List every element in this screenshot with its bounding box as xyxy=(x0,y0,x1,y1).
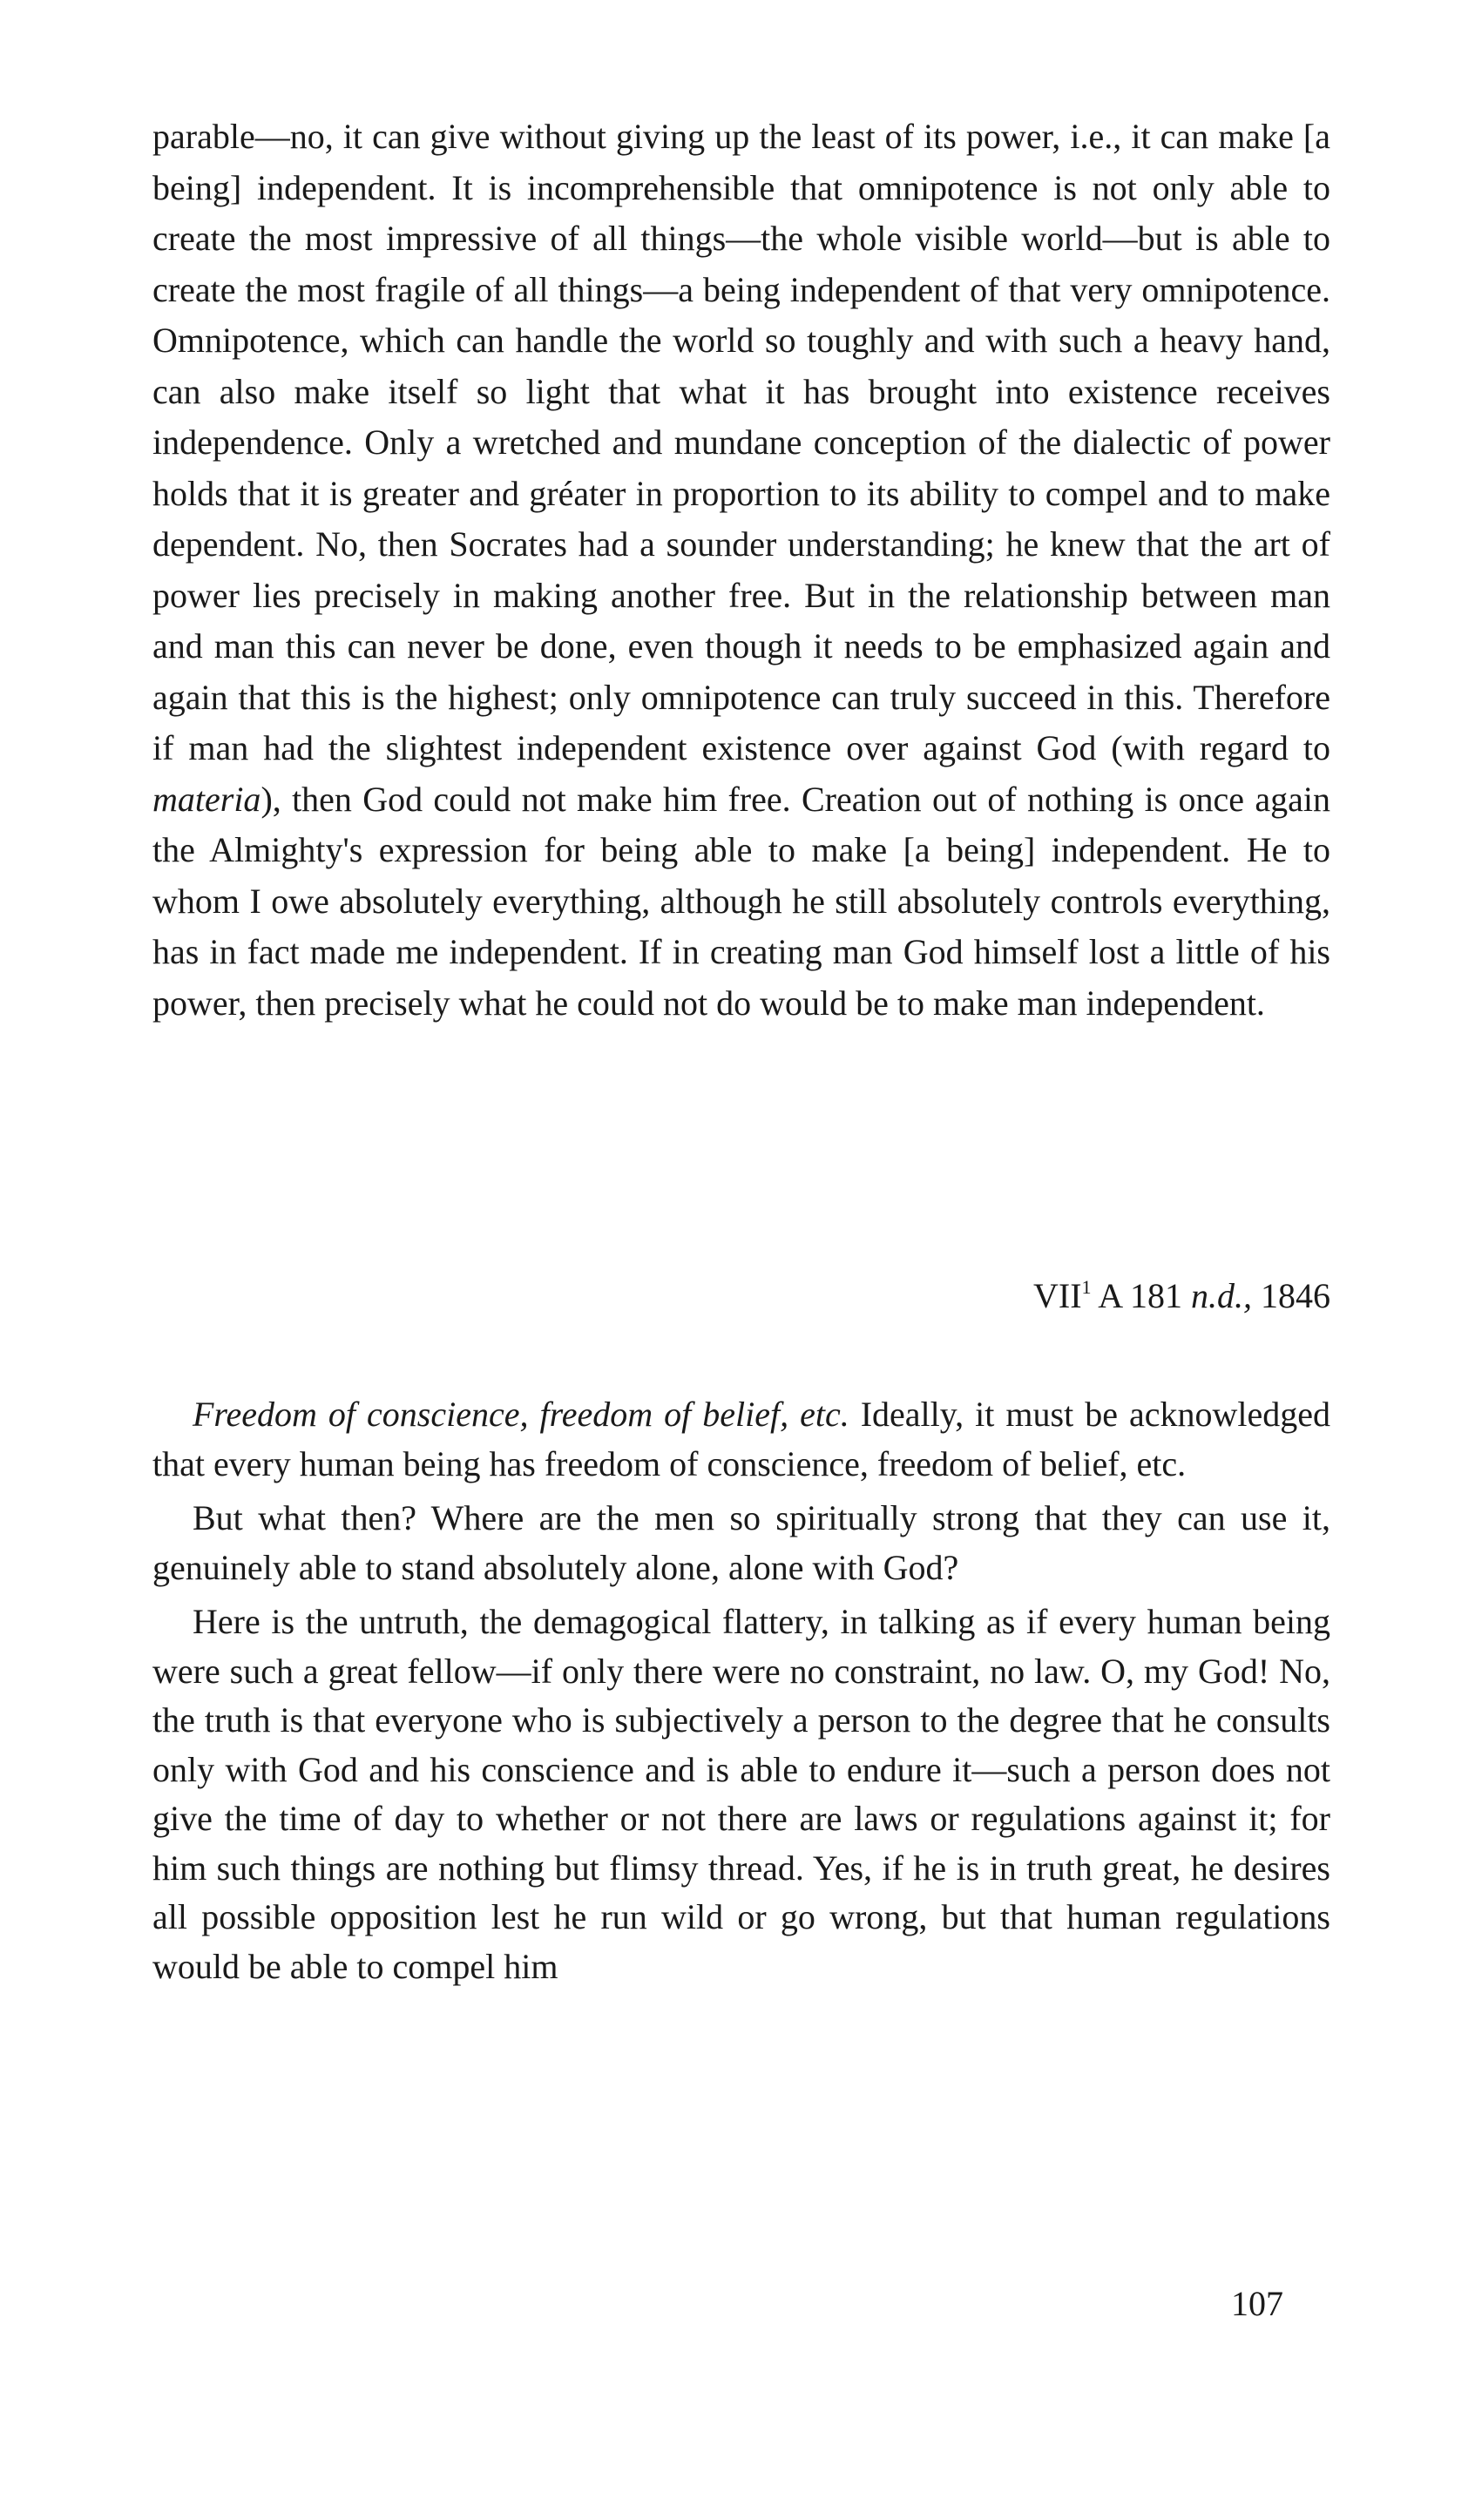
citation-entry: A 181 xyxy=(1091,1276,1191,1315)
paragraph-text: parable—no, it can give without giving up the least of its power, i.e., it can make [a being] independent. It is incomprehensible that omnipotence is not only able to create the most impressive of all things—the whole visible world—but is able to create the most fragile of all things—a being independent of that very omnipotence. Omnipotence, which can handle the world so toughly and with such a heavy hand, can also make itself so light that what it has brought into existence receives independence. Only a wretched and mundane conception of the dialectic of power holds that it is greater and gréater in proportion to its ability to compel and to make dependent. No, then Socrates had a sounder understanding; he knew that the art of power lies precisely in making another free. But in the relationship between man and man this can never be done, even though it needs to be emphasized again and again that this is the highest; only omnipotence can truly succeed in this. Therefore if man had the slightest independent existence over against God (with regard to xyxy=(152,117,1330,767)
citation-date: n.d., xyxy=(1191,1276,1252,1315)
italic-term: materia xyxy=(152,779,261,819)
entry-paragraph-2: But what then? Where are the men so spiritually strong that they can use it, genuinely able to stand absolutely alone, alone with God? xyxy=(152,1498,1330,1587)
paragraph-text-tail: ), then God could not make him free. Creation out of nothing is once again the Almighty's expression for being able to make [a being] independent. He to whom I owe absolutely everything, although he still absolutely controls everything, has in fact made me independent. If in creating man God himself lost a little of his power, then precisely what he could not do would be to make man independent. xyxy=(152,779,1330,1023)
entry-paragraph-1-text: Ideally, it must be acknowledged that every human being has freedom of conscience, freedom of belief, etc. xyxy=(152,1395,1330,1483)
entry-heading: Freedom of conscience, freedom of belief, etc. xyxy=(193,1395,849,1434)
entry-paragraph-1 xyxy=(152,1390,1330,1489)
citation-volume-part: 1 xyxy=(1081,1276,1092,1298)
paragraph xyxy=(152,111,1330,1029)
journal-entry xyxy=(152,1390,1330,1991)
entry-paragraph-3: Here is the untruth, the demagogical flattery, in talking as if every human being were such a great fellow—if only there were no constraint, no law. O, my God! No, the truth is that everyone who is subjectively a person to the degree that he consults only with God and his conscience and is able to endure it—such a person does not give the time of day to whether or not there are laws or regulations against it; for him such things are nothing but flimsy thread. Yes, if he is in truth great, he desires all possible opposition lest he run wild or go wrong, but that human regulations would be able to compel him xyxy=(152,1602,1330,1986)
citation-volume: VII xyxy=(1032,1276,1082,1315)
citation-year: 1846 xyxy=(1252,1276,1330,1315)
page-number: 107 xyxy=(1231,2284,1283,2323)
passage-continued xyxy=(152,111,1330,1029)
journal-citation xyxy=(1033,1270,1330,1322)
